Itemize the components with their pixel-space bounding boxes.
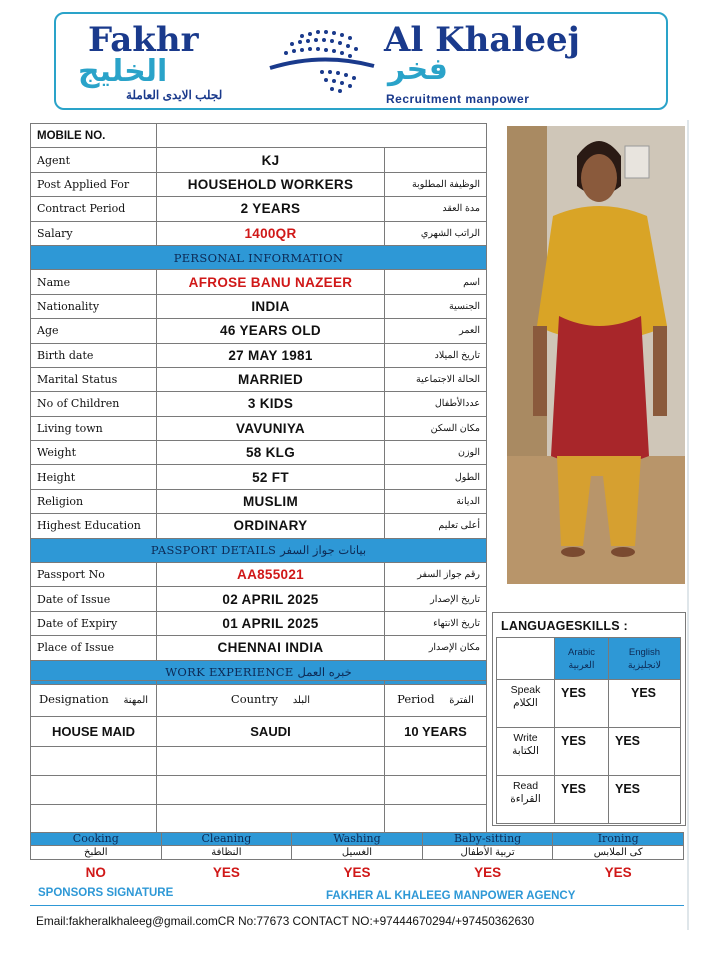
skill-washing-label-ar: الغسيل	[292, 846, 423, 860]
mobile-label: MOBILE NO.	[31, 124, 157, 148]
arabic-column-header: Arabic العربية	[555, 638, 609, 680]
field-label-ar: أعلى تعليم	[385, 514, 487, 538]
skill-babysitting-label-ar: تربية الأطفال	[422, 846, 553, 860]
dotted-wave-logo-icon	[262, 22, 380, 100]
field-value: 3 KIDS	[157, 392, 385, 416]
work-period: 10 YEARS	[385, 717, 487, 747]
field-label: Passport No	[31, 563, 157, 587]
field-label: Place of Issue	[31, 636, 157, 660]
field-value: AA855021	[157, 563, 385, 587]
skill-washing-label: Washing	[292, 833, 423, 846]
field-label: Weight	[31, 441, 157, 465]
field-value: 58 KLG	[157, 441, 385, 465]
field-label: Agent	[31, 148, 157, 172]
page-edge	[687, 120, 689, 930]
table-row	[31, 294, 487, 318]
designation-column-header: Designation المهنة	[31, 681, 157, 717]
field-value: INDIA	[157, 294, 385, 318]
tagline-ar: لجلب الايدى العاملة	[126, 88, 223, 102]
skill-babysitting-label: Baby-sitting	[422, 833, 553, 846]
field-label-ar	[385, 148, 487, 172]
table-row	[31, 587, 487, 611]
skill-cleaning-label: Cleaning	[161, 833, 292, 846]
table-row	[31, 270, 487, 294]
candidate-details-table	[30, 123, 487, 685]
read-arabic-value: YES	[555, 776, 609, 824]
field-label: Religion	[31, 489, 157, 513]
field-label-ar: الوظيفة المطلوبة	[385, 172, 487, 196]
field-label-ar: تاريخ الميلاد	[385, 343, 487, 367]
skill-ironing-value: YES	[604, 865, 632, 881]
table-row	[31, 416, 487, 440]
personal-info-header: PERSONAL INFORMATION	[31, 245, 487, 269]
write-english-value: YES	[609, 728, 681, 776]
field-label-ar: مدة العقد	[385, 197, 487, 221]
write-arabic-value: YES	[555, 728, 609, 776]
field-label: Birth date	[31, 343, 157, 367]
work-experience-table	[30, 680, 487, 834]
table-row	[31, 636, 487, 660]
field-label-ar: عددالأطفال	[385, 392, 487, 416]
skill-babysitting-value: YES	[474, 865, 502, 881]
field-label-ar: العمر	[385, 319, 487, 343]
field-label-ar: تاريخ الانتهاء	[385, 611, 487, 635]
field-value: 46 YEARS OLD	[157, 319, 385, 343]
speak-arabic-value: YES	[555, 680, 609, 728]
field-label: Marital Status	[31, 367, 157, 391]
table-row	[31, 197, 487, 221]
skill-washing-value: YES	[343, 865, 371, 881]
mobile-row	[31, 124, 487, 148]
field-value: CHENNAI INDIA	[157, 636, 385, 660]
table-row	[31, 465, 487, 489]
field-label: Date of Issue	[31, 587, 157, 611]
field-value: MUSLIM	[157, 489, 385, 513]
field-label-ar: الطول	[385, 465, 487, 489]
language-row-speak: Speak الكلام YES YES	[497, 680, 681, 728]
skill-cooking-value: NO	[85, 865, 106, 881]
table-row	[31, 563, 487, 587]
field-value: 52 FT	[157, 465, 385, 489]
table-row	[31, 367, 487, 391]
passport-rows	[31, 563, 487, 661]
field-label-ar: الديانة	[385, 489, 487, 513]
table-row	[31, 489, 487, 513]
field-value: MARRIED	[157, 367, 385, 391]
candidate-photo	[507, 126, 685, 584]
skill-cooking-label-ar: الطبخ	[31, 846, 162, 860]
field-value: 27 MAY 1981	[157, 343, 385, 367]
table-row	[31, 747, 487, 776]
english-column-header: English لانجليزية	[609, 638, 681, 680]
speak-english-value: YES	[609, 680, 681, 728]
field-label-ar: رقم جواز السفر	[385, 563, 487, 587]
field-label-ar: الحالة الاجتماعية	[385, 367, 487, 391]
table-row	[31, 611, 487, 635]
language-row-read: Read القراءة YES YES	[497, 776, 681, 824]
field-label-ar: الوزن	[385, 441, 487, 465]
field-label: Height	[31, 465, 157, 489]
field-label: Nationality	[31, 294, 157, 318]
field-label-ar: مكان الإصدار	[385, 636, 487, 660]
table-row	[31, 441, 487, 465]
field-value: 02 APRIL 2025	[157, 587, 385, 611]
country-column-header: Country البلد	[157, 681, 385, 717]
table-row	[31, 805, 487, 834]
field-value: AFROSE BANU NAZEER	[157, 270, 385, 294]
field-value: HOUSEHOLD WORKERS	[157, 172, 385, 196]
field-value: 01 APRIL 2025	[157, 611, 385, 635]
field-value: 1400QR	[157, 221, 385, 245]
brand-name-en-right: Al Khaleej	[384, 20, 580, 60]
skill-cooking-label: Cooking	[31, 833, 162, 846]
brand-name-ar-right: فخر	[388, 52, 448, 87]
skill-ironing-label-ar: كى الملابس	[553, 846, 684, 860]
field-label: Age	[31, 319, 157, 343]
work-experience-header: WORK EXPERIENCE خبره العمل	[31, 660, 487, 684]
skill-cleaning-label-ar: النظافة	[161, 846, 292, 860]
field-label-ar: تاريخ الإصدار	[385, 587, 487, 611]
skills-table	[30, 832, 684, 882]
field-label-ar: اسم	[385, 270, 487, 294]
footer-divider	[30, 905, 684, 906]
language-row-write: Write الكتابة YES YES	[497, 728, 681, 776]
field-label-ar: مكان السكن	[385, 416, 487, 440]
language-skills-panel	[492, 612, 686, 826]
field-label-ar: الراتب الشهري	[385, 221, 487, 245]
sponsors-signature-label: SPONSORS SIGNATURE	[38, 887, 174, 899]
work-country: SAUDI	[157, 717, 385, 747]
field-value: KJ	[157, 148, 385, 172]
agency-header	[54, 12, 668, 110]
field-value: VAVUNIYA	[157, 416, 385, 440]
skill-ironing-label: Ironing	[553, 833, 684, 846]
language-skills-title: LANGUAGESKILLS :	[501, 619, 628, 633]
field-label: Contract Period	[31, 197, 157, 221]
contract-rows	[31, 148, 487, 246]
brand-name-ar-left: الخليج	[78, 54, 168, 89]
mobile-value	[157, 124, 487, 148]
table-row	[31, 343, 487, 367]
read-english-value: YES	[609, 776, 681, 824]
contact-info: Email:fakheralkhaleeg@gmail.comCR No:77673 CONTACT NO:+97444670294/+97450362630	[36, 914, 535, 928]
field-label: Date of Expiry	[31, 611, 157, 635]
table-row	[31, 148, 487, 172]
agency-name-footer: FAKHER AL KHALEEG MANPOWER AGENCY	[326, 890, 576, 902]
field-label: Post Applied For	[31, 172, 157, 196]
work-designation: HOUSE MAID	[31, 717, 157, 747]
skill-cleaning-value: YES	[212, 865, 240, 881]
table-row	[31, 514, 487, 538]
field-label: Name	[31, 270, 157, 294]
field-value: ORDINARY	[157, 514, 385, 538]
field-value: 2 YEARS	[157, 197, 385, 221]
field-label: No of Children	[31, 392, 157, 416]
field-label: Salary	[31, 221, 157, 245]
tagline-en: Recruitment manpower	[386, 92, 530, 106]
table-row	[31, 319, 487, 343]
field-label: Highest Education	[31, 514, 157, 538]
field-label: Living town	[31, 416, 157, 440]
personal-rows	[31, 270, 487, 538]
table-row	[31, 221, 487, 245]
table-row	[31, 776, 487, 805]
passport-details-header: PASSPORT DETAILS بيانات جواز السفر	[31, 538, 487, 562]
language-skills-table	[496, 637, 681, 824]
table-row	[31, 717, 487, 747]
table-row	[31, 172, 487, 196]
table-row	[31, 392, 487, 416]
period-column-header: Period الفترة	[385, 681, 487, 717]
field-label-ar: الجنسية	[385, 294, 487, 318]
brand-name-en-left: Fakhr	[88, 20, 199, 60]
